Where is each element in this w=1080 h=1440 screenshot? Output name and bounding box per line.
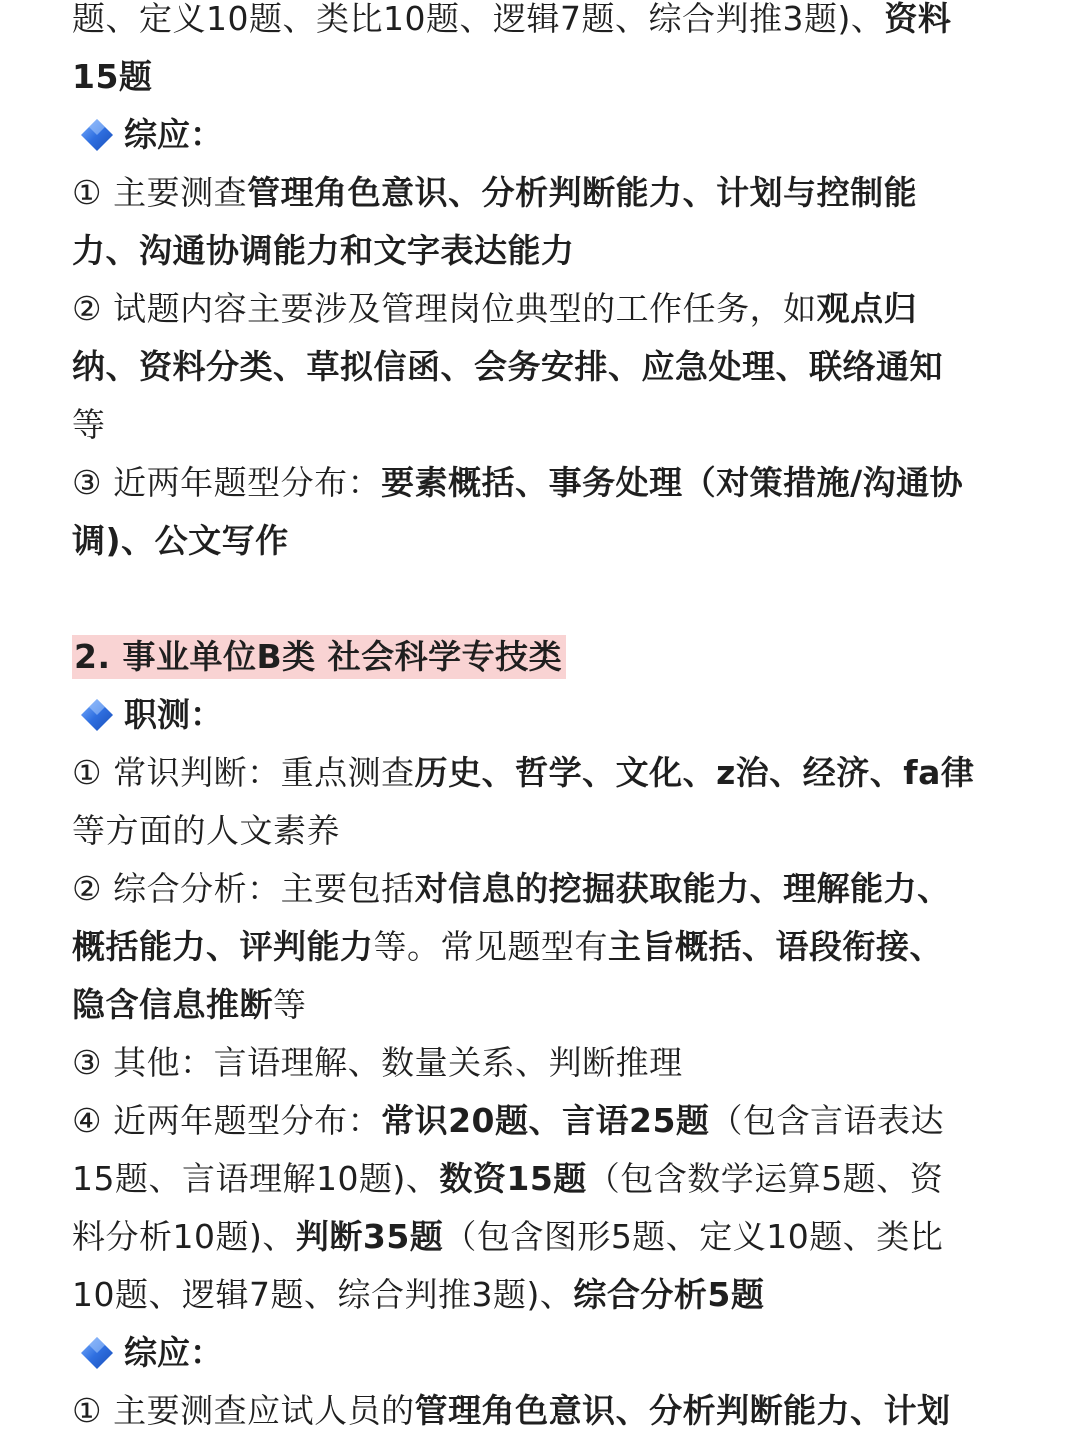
bold-text: 综合分析5题	[573, 1275, 765, 1314]
bold-text: 管理角色意识、分析判断能力、计划	[414, 1391, 951, 1430]
plain-text: 15题、言语理解10题)、	[72, 1159, 440, 1198]
diamond-icon	[80, 1336, 114, 1370]
plain-text: ① 主要测查应试人员的	[72, 1391, 415, 1430]
text-line	[72, 396, 1012, 454]
plain-text: 等。常见题型有	[373, 927, 608, 966]
text-line	[72, 280, 1012, 338]
plain-text: ① 主要测查	[72, 173, 248, 212]
bold-text: 调)、公文写作	[72, 521, 289, 560]
text-line	[72, 48, 1012, 106]
plain-text: ② 试题内容主要涉及管理岗位典型的工作任务，如	[72, 289, 817, 328]
subsection-label-row	[72, 1324, 1012, 1382]
text-line	[72, 164, 1012, 222]
bold-text: 隐含信息推断	[72, 985, 273, 1024]
subsection-label: 综应：	[124, 1333, 223, 1372]
plain-text: ② 综合分析：主要包括	[72, 869, 415, 908]
subsection-label-row	[72, 686, 1012, 744]
text-line	[72, 976, 1012, 1034]
diamond-icon	[80, 118, 114, 152]
text-line	[72, 454, 1012, 512]
plain-text: 题、定义10题、类比10题、逻辑7题、综合判推3题)、	[72, 0, 885, 38]
text-line	[72, 0, 1012, 48]
text-line	[72, 744, 1012, 802]
text-line	[72, 222, 1012, 280]
text-line	[72, 802, 1012, 860]
plain-text: ③ 其他：言语理解、数量关系、判断推理	[72, 1043, 683, 1082]
bold-text: 15题	[72, 57, 153, 96]
bold-text: 数资15题	[439, 1159, 587, 1198]
plain-text: （包含言语表达	[709, 1101, 944, 1140]
bold-text: 资料	[884, 0, 952, 38]
bold-text: 主旨概括、语段衔接、	[608, 927, 943, 966]
section-heading-row	[72, 628, 1012, 686]
text-line	[72, 860, 1012, 918]
bold-text: 判断35题	[295, 1217, 444, 1256]
plain-text: ① 常识判断：重点测查	[72, 753, 415, 792]
bold-text: 力、沟通协调能力和文字表达能力	[72, 231, 575, 270]
plain-text: （包含图形5题、定义10题、类比	[443, 1217, 944, 1256]
plain-text: （包含数学运算5题、资	[586, 1159, 944, 1198]
plain-text: 等	[72, 405, 106, 444]
text-line	[72, 1382, 1012, 1440]
bold-text: 管理角色意识、分析判断能力、计划与控制能	[247, 173, 918, 212]
diamond-icon	[80, 698, 114, 732]
subsection-label: 综应：	[124, 115, 223, 154]
bold-text: 观点归	[816, 289, 918, 328]
plain-text: ③ 近两年题型分布：	[72, 463, 382, 502]
bold-text: 纳、资料分类、草拟信函、会务安排、应急处理、联络通知	[72, 347, 943, 386]
blank-line	[72, 570, 1012, 628]
bold-text: 对信息的挖掘获取能力、理解能力、	[414, 869, 951, 908]
bold-text: 概括能力、评判能力	[72, 927, 374, 966]
document-body	[72, 0, 1012, 1440]
text-line	[72, 1266, 1012, 1324]
plain-text: 等	[273, 985, 307, 1024]
text-line	[72, 918, 1012, 976]
text-line	[72, 1092, 1012, 1150]
text-line	[72, 338, 1012, 396]
text-line	[72, 1150, 1012, 1208]
plain-text: 等方面的人文素养	[72, 811, 340, 850]
plain-text: 10题、逻辑7题、综合判推3题)、	[72, 1275, 574, 1314]
bold-text: 要素概括、事务处理（对策措施/沟通协	[381, 463, 964, 502]
bold-text: 常识20题、言语25题	[381, 1101, 710, 1140]
bold-text: 历史、哲学、文化、z治、经济、fa律	[414, 753, 975, 792]
text-line	[72, 1034, 1012, 1092]
section-heading: 2. 事业单位B类 社会科学专技类	[72, 635, 566, 679]
subsection-label-row	[72, 106, 1012, 164]
text-line	[72, 1208, 1012, 1266]
subsection-label: 职测：	[124, 695, 223, 734]
plain-text: ④ 近两年题型分布：	[72, 1101, 382, 1140]
text-line	[72, 512, 1012, 570]
plain-text: 料分析10题)、	[72, 1217, 296, 1256]
